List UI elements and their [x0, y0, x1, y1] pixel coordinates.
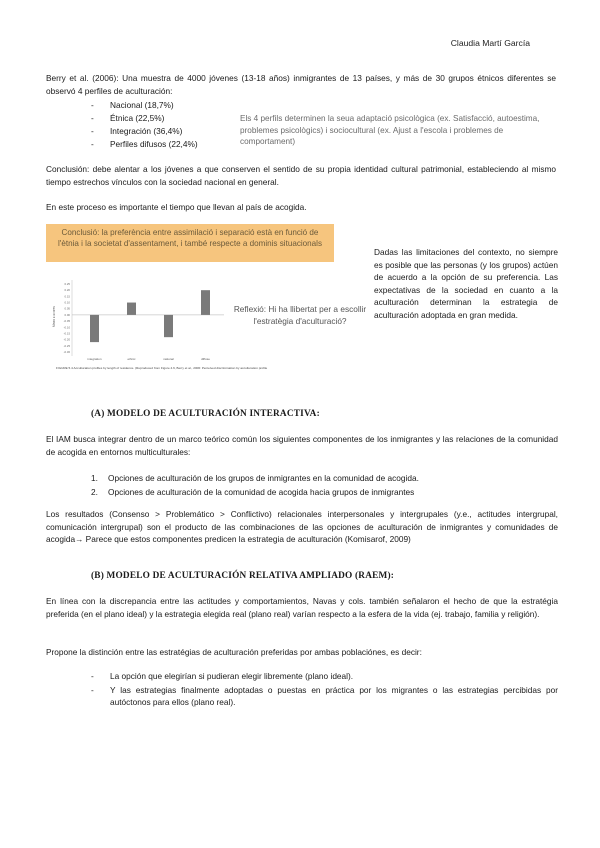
- berry-paragraph: Berry et al. (2006): Una muestra de 4000 jóvenes (13-18 años) inmigrantes de 13 países, y más de 30 grupos étnicos diferentes se observó 4 perfiles de aculturación:: [46, 73, 556, 96]
- reflexio-text: Reflexió: Hi ha llibertat per a escollir l'estratègia d'aculturació?: [233, 304, 367, 326]
- y-tick-label: -0.20: [63, 337, 70, 342]
- context-paragraph: Dadas las limitaciones del contexto, no siempre es posible que las personas (y los grupos) actúen de acuerdo a la opción de su preferencia. Las expectativas de la sociedad en cuanto a la aculturación determinan la estrategia de aculturación adoptada en gran medida.: [374, 247, 558, 320]
- y-tick-label: 0.20: [64, 288, 70, 293]
- option-number: 2.: [91, 487, 98, 497]
- y-tick-label: -0.10: [63, 325, 70, 330]
- section-b-heading: (B) MODELO DE ACULTURACIÓN RELATIVA AMPLIADO (RAEM):: [91, 571, 395, 581]
- profile-item: - Étnica (22,5%): [91, 112, 241, 125]
- raem-paragraph: En línea con la discrepancia entre las actitudes y comportamientos, Navas y cols. también señalaron el hecho de que la estratégia preferida (en el plano ideal) y la estrategia elegida real (plano real) varían respecto a la esfera de la vida (ej. trabajo, familia y religión).: [46, 596, 558, 619]
- y-tick-label: 0.25: [64, 282, 70, 286]
- results-paragraph: Los resultados (Consenso > Problemático > Conflictivo) relacionales interpersonales y intergrupales (y.e., actitudes intergrupal, comunicación intergrupal) son el producto de las combinaciones de las opciones de aculturación de inmigrantes y comunidades de acogida→ Parece que estos componentes predicen la estrategia de aculturación (Komisarof, 2009): [46, 509, 558, 544]
- bar-national: [164, 315, 173, 337]
- option-text: Opciones de aculturación de los grupos de inmigrantes en la comunidad de acogida.: [108, 473, 419, 483]
- process-paragraph: En este proceso es importante el tiempo que llevan al país de acogida.: [46, 202, 307, 212]
- bar-diffuse: [201, 290, 210, 315]
- y-tick-label: 0.05: [64, 306, 70, 311]
- y-tick-label: 0.15: [64, 294, 70, 299]
- plane-item: - La opción que elegirían si pudieran elegir libremente (plano ideal).: [91, 670, 558, 683]
- profile-list: [91, 99, 241, 151]
- option-text: Opciones de aculturación de la comunidad de acogida hacia grupos de inmigrantes: [108, 487, 415, 497]
- option-item: [91, 472, 561, 486]
- x-tick-label: national: [163, 357, 174, 361]
- y-ticks: [64, 282, 224, 354]
- section-a-heading: (A) MODELO DE ACULTURACIÓN INTERACTIVA:: [91, 409, 320, 419]
- y-tick-label: -0.25: [63, 343, 70, 348]
- profile-item: - Nacional (18,7%): [91, 99, 241, 112]
- option-number: 1.: [91, 473, 98, 483]
- y-tick-label: 0.10: [64, 300, 70, 305]
- acculturation-chart: [52, 276, 268, 384]
- plane-item: - Y las estrategias finalmente adoptadas o puestas en práctica por los migrantes o las estrategias percibidas por autóctonos para ellos (plano real).: [91, 684, 558, 709]
- x-tick-label: ethnic: [127, 357, 136, 361]
- profile-item: - Integración (36,4%): [91, 125, 241, 138]
- author-name: Claudia Martí García: [450, 38, 530, 48]
- propone-paragraph: Propone la distinción entre las estratégias de aculturación preferidas por ambas poblaciónes, es decir:: [46, 647, 422, 657]
- chart-ylabel: Mean z-scores: [52, 306, 56, 327]
- y-tick-label: 0.00: [64, 312, 70, 317]
- option-item: [91, 486, 561, 500]
- y-tick-label: -0.05: [63, 319, 70, 324]
- y-tick-label: -0.15: [63, 331, 70, 336]
- x-tick-label: diffuse: [201, 357, 210, 361]
- x-tick-label: integration: [87, 357, 102, 361]
- profiles-note: Els 4 perfils determinen la seua adaptació psicològica (ex. Satisfacció, autoestima, problemes psicològics) i sociocultural (ex. Ajust a l'escola i problemes de comportament): [240, 114, 540, 146]
- planes-list: [91, 670, 558, 710]
- bar-integration: [90, 315, 99, 342]
- profile-item: - Perfiles difusos (22,4%): [91, 138, 241, 151]
- x-labels: [87, 357, 210, 361]
- options-list: [91, 472, 561, 500]
- bars-group: [90, 290, 210, 342]
- conclusion-paragraph: Conclusión: debe alentar a los jóvenes a que conserven el sentido de su propia identidad cultural patrimonial, estableciendo al mismo tiempo estrechos vínculos con la sociedad nacional en general.: [46, 164, 556, 187]
- conclusio-box: Conclusió: la preferència entre assimilació i separació està en funció de l'ètnia i la societat d'assentament, i també respecte a dominis situacionals: [46, 224, 334, 262]
- chart-caption: FIGURE 5.4 Acculturation profiles by length of residence. (Reproduced from Figure 4.6, Berry et al., 2006: Perceived discrimination by acculturation profile: [56, 366, 268, 370]
- y-tick-label: -0.30: [63, 350, 70, 354]
- bar-ethnic: [127, 303, 136, 315]
- iam-paragraph: El IAM busca integrar dentro de un marco teórico común los siguientes componentes de los inmigrantes y las relaciones de la comunidad de acogida en entornos multiculturales:: [46, 434, 558, 457]
